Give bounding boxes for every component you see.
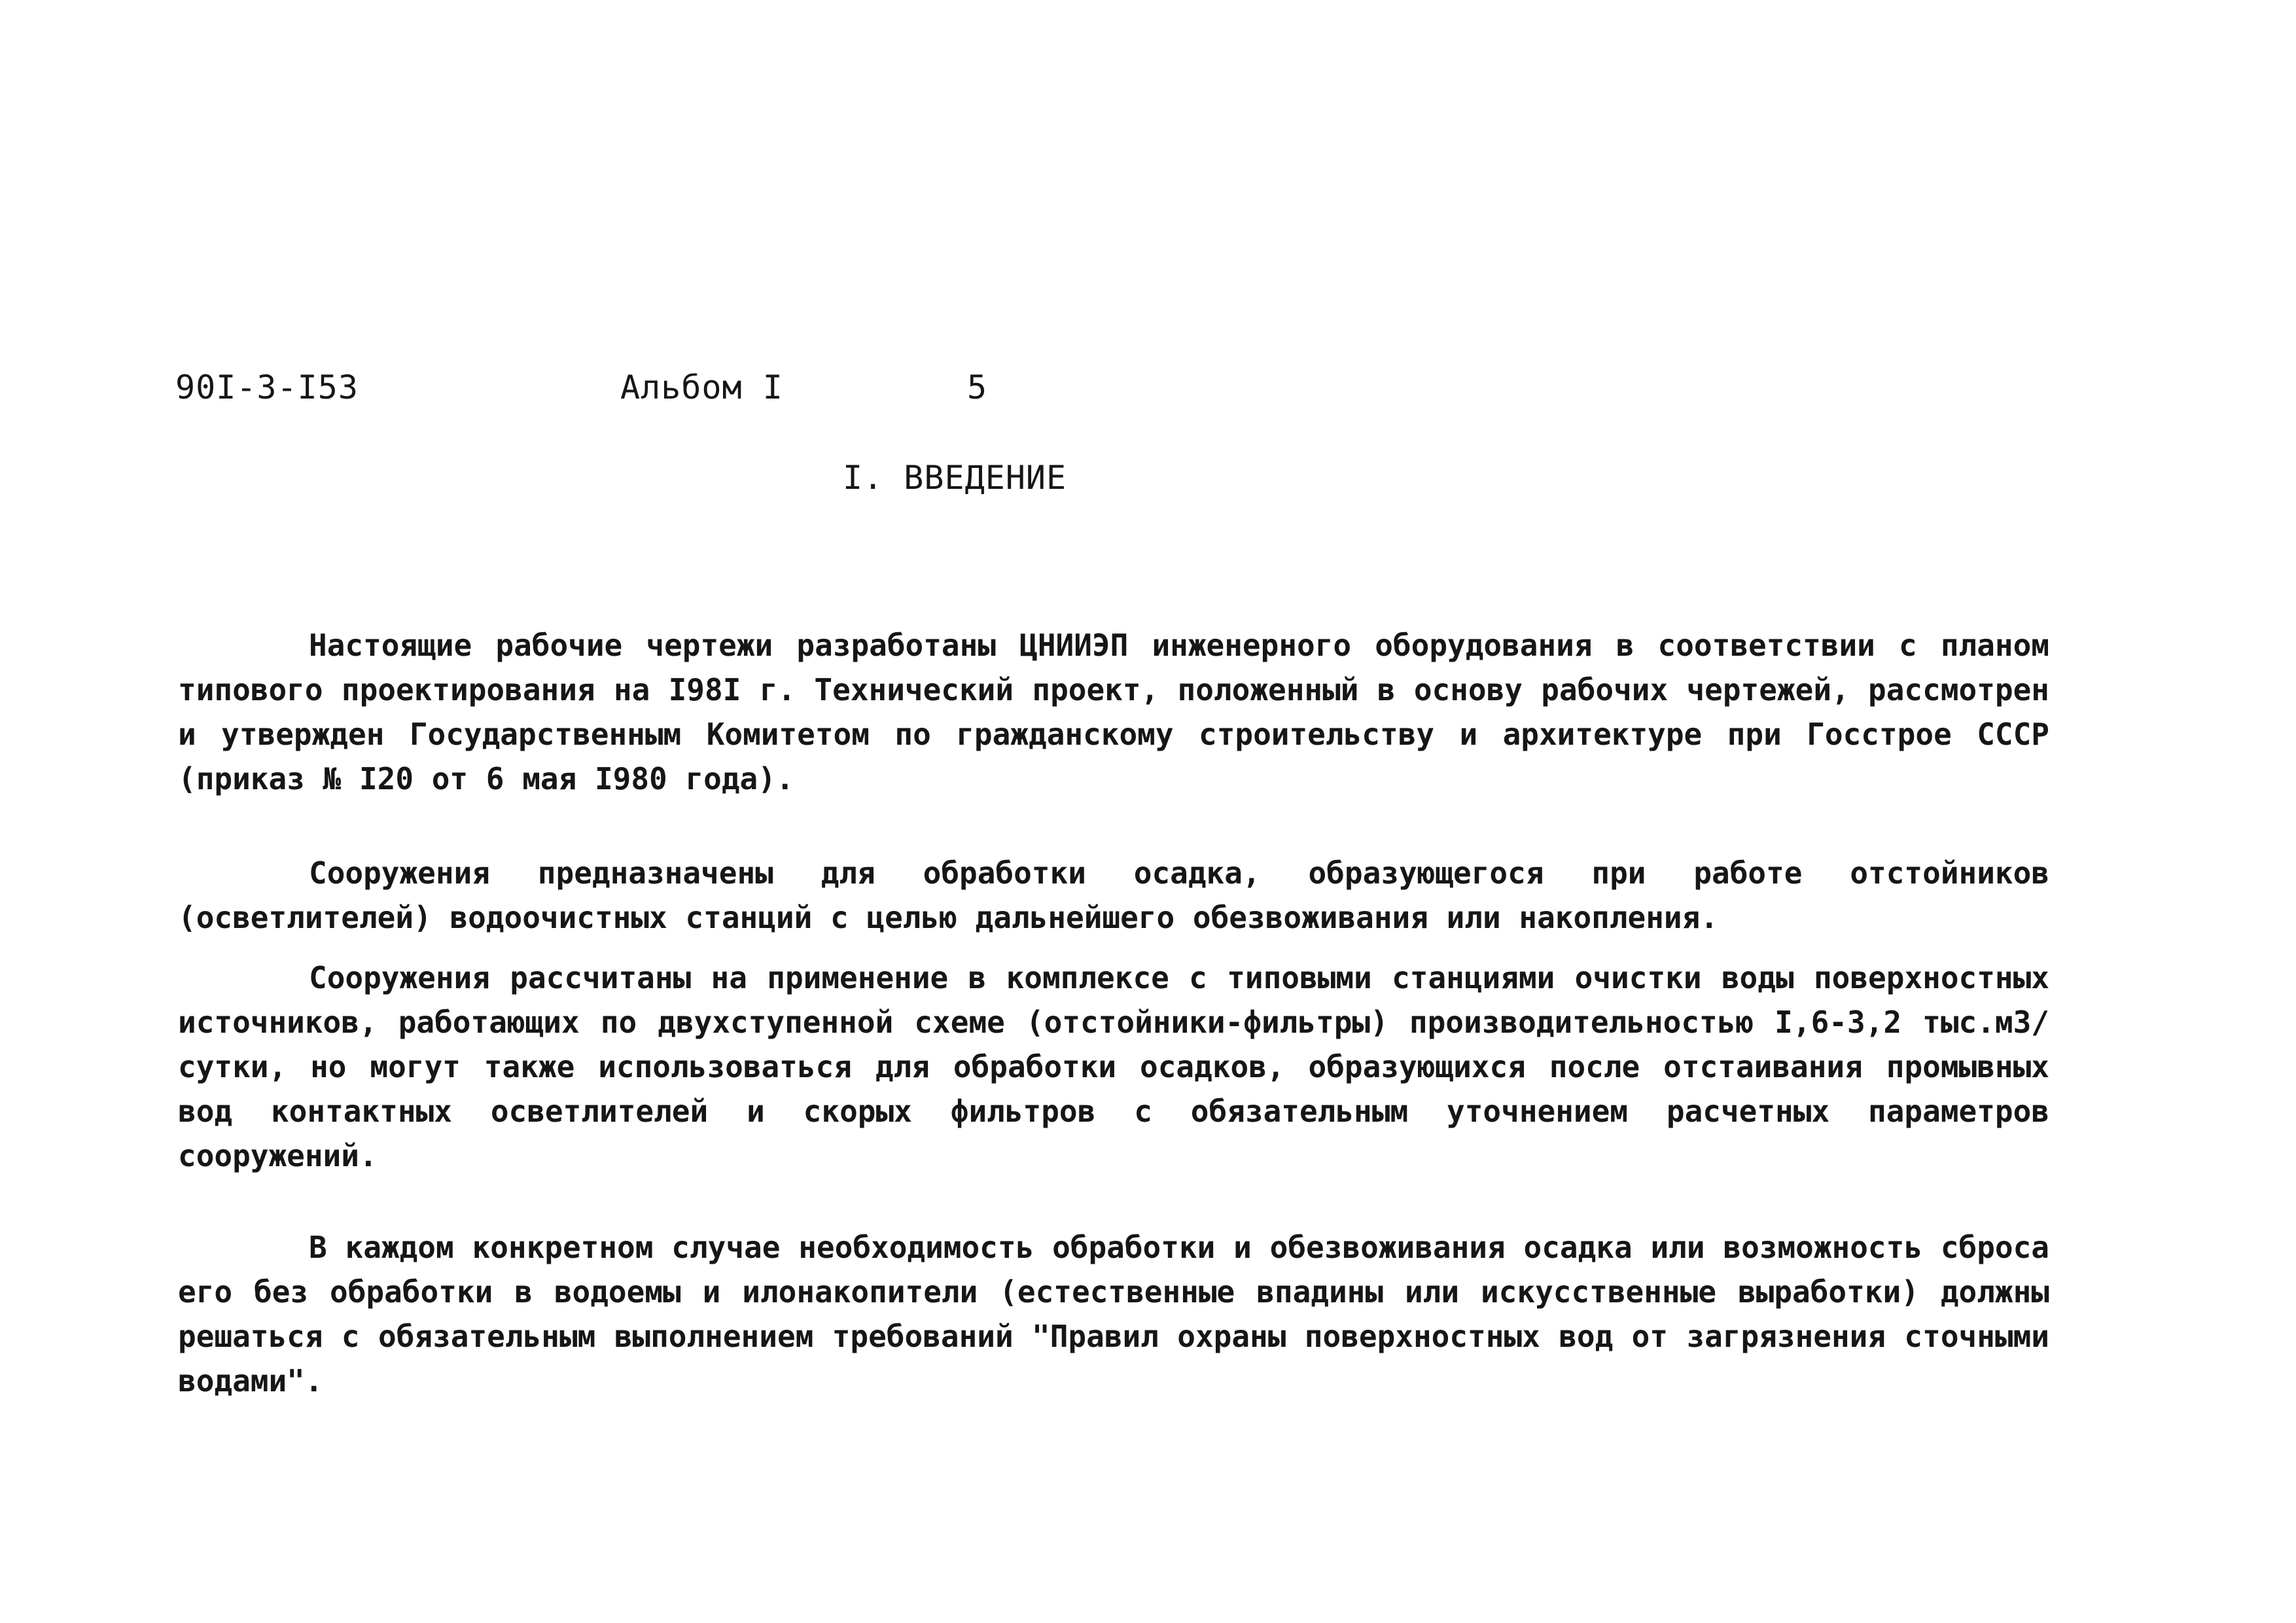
paragraph-purpose: Сооружения предназначены для обработки осадка, образующегося при работе отстойников (осветлителей) водоочистных станций с целью дальнейшего обезвоживания или накопления. xyxy=(178,855,2049,935)
page-number: 5 xyxy=(967,368,988,406)
album-label: Альбом I xyxy=(620,368,783,406)
document-code: 90I-3-I53 xyxy=(175,368,359,406)
section-title: I. ВВЕДЕНИЕ xyxy=(843,459,1067,497)
paragraph-application: Сооружения рассчитаны на применение в комплексе с типовыми станциями очистки воды поверхностных источников, работающих по двухступенной схеме (отстойники-фильтры) производительностью I,6-3,2 тыс.м3/сутки, но могут также использоваться для обработки осадков, образующихся после отстаивания промывных вод контактных осветлителей и скорых фильтров с обязательным уточнением расчетных параметров сооружений. xyxy=(178,960,2049,1173)
paragraph-introduction: Настоящие рабочие чертежи разработаны ЦНИИЭП инженерного оборудования в соответствии с планом типового проектирования на I98I г. Технический проект, положенный в основу рабочих чертежей, рассмотрен и утвержден Государственным Комитетом по гражданскому строительству и архитектуре при Госстрое СССР (приказ № I20 от 6 мая I980 года). xyxy=(178,628,2049,796)
paragraph-requirements: В каждом конкретном случае необходимость обработки и обезвоживания осадка или возможность сброса его без обработки в водоемы и илонакопители (естественные впадины или искусственные выработки) должны решаться с обязательным выполнением требований "Правил охраны поверхностных вод от загрязнения сточными водами". xyxy=(178,1230,2049,1399)
